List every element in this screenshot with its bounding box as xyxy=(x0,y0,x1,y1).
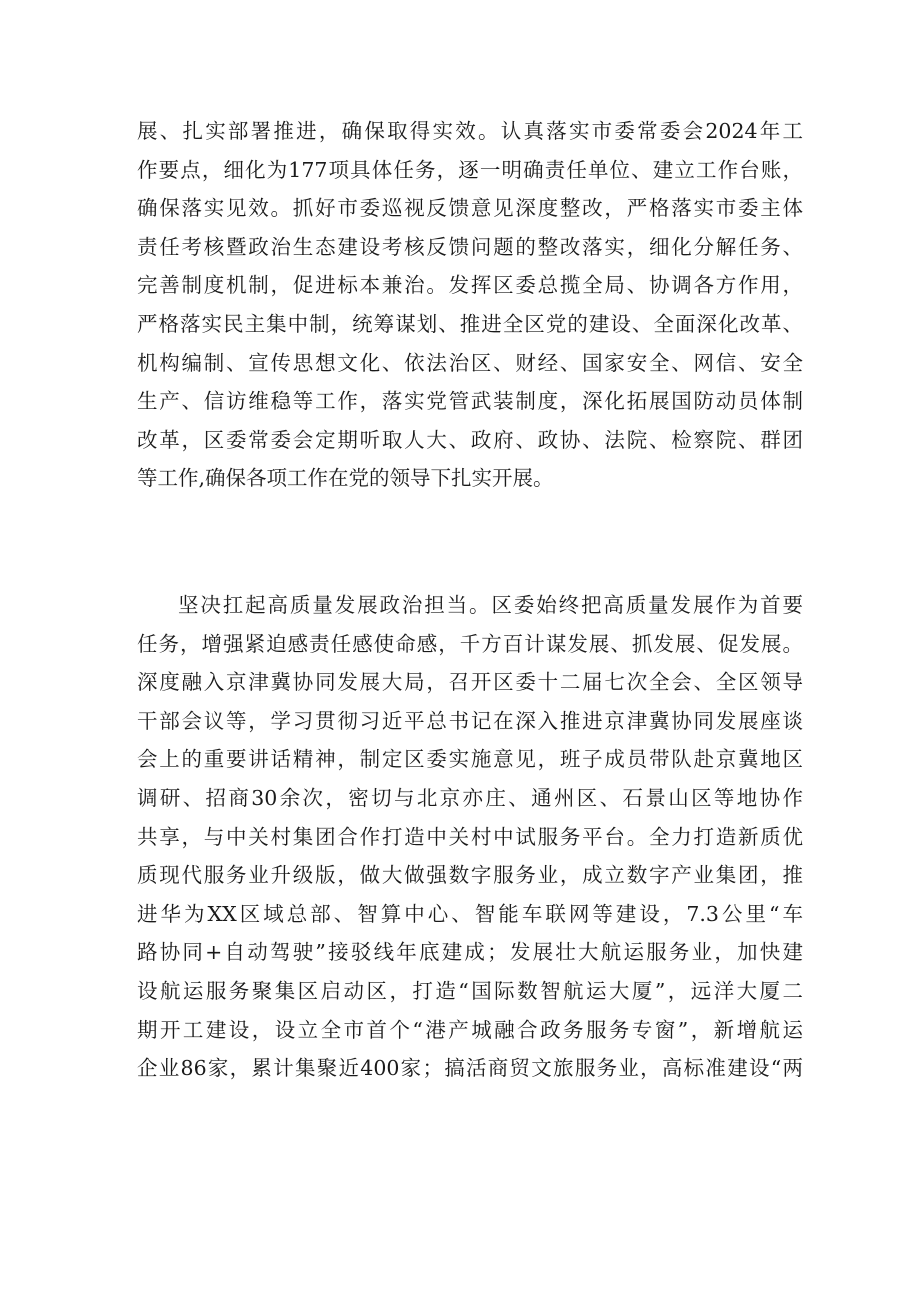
text-line: 企业86家，累计集聚近400家；搞活商贸文旅服务业，高标准建设“两 xyxy=(137,1056,803,1081)
text-line: 设航运服务聚集区启动区，打造“国际数智航运大厦”，远洋大厦二 xyxy=(137,978,803,1003)
text-line: 会上的重要讲话精神，制定区委实施意见，班子成员带队赴京冀地区 xyxy=(137,747,803,772)
text-line: 机构编制、宣传思想文化、依法治区、财经、国家安全、网信、安全 xyxy=(137,350,803,375)
text-line: 进华为XX区域总部、智算中心、智能车联网等建设，7.3公里“车 xyxy=(137,901,803,926)
text-line: 严格落实民主集中制，统筹谋划、推进全区党的建设、全面深化改革、 xyxy=(137,311,803,336)
text-line: 调研、招商30余次，密切与北京亦庄、通州区、石景山区等地协作 xyxy=(137,785,803,810)
text-line: 确保落实见效。抓好市委巡视反馈意见深度整改，严格落实市委主体 xyxy=(137,196,803,221)
text-line: 责任考核暨政治生态建设考核反馈问题的整改落实，细化分解任务、 xyxy=(137,234,803,259)
text-line: 坚决扛起高质量发展政治担当。区委始终把高质量发展作为首要 xyxy=(178,593,803,617)
text-line: 质现代服务业升级版，做大做强数字服务业，成立数字产业集团，推 xyxy=(137,863,803,888)
paragraph-2 xyxy=(137,586,803,1088)
text-line: 作要点，细化为177项具体任务，逐一明确责任单位、建立工作台账， xyxy=(137,157,803,182)
text-line: 完善制度机制，促进标本兼治。发挥区委总揽全局、协调各方作用， xyxy=(137,273,803,298)
text-line: 展、扎实部署推进，确保取得实效。认真落实市委常委会2024年工 xyxy=(137,119,803,143)
text-line: 改革，区委常委会定期听取人大、政府、政协、法院、检察院、群团 xyxy=(137,427,803,452)
text-line: 干部会议等，学习贯彻习近平总书记在深入推进京津冀协同发展座谈 xyxy=(137,708,803,733)
text-line: 期开工建设，设立全市首个“港产城融合政务服务专窗”，新增航运 xyxy=(137,1017,803,1042)
text-line: 生产、信访维稳等工作，落实党管武装制度，深化拓展国防动员体制 xyxy=(137,389,803,414)
paragraph-1 xyxy=(137,112,803,498)
text-line: 路协同+自动驾驶”接驳线年底建成；发展壮大航运服务业，加快建 xyxy=(137,940,803,965)
text-line: 深度融入京津冀协同发展大局，召开区委十二届七次全会、全区领导 xyxy=(137,670,803,695)
text-line: 等工作,确保各项工作在党的领导下扎实开展。 xyxy=(137,466,554,491)
text-line: 共享，与中关村集团合作打造中关村中试服务平台。全力打造新质优 xyxy=(137,824,803,849)
text-line: 任务，增强紧迫感责任感使命感，千方百计谋发展、抓发展、促发展。 xyxy=(137,631,803,656)
